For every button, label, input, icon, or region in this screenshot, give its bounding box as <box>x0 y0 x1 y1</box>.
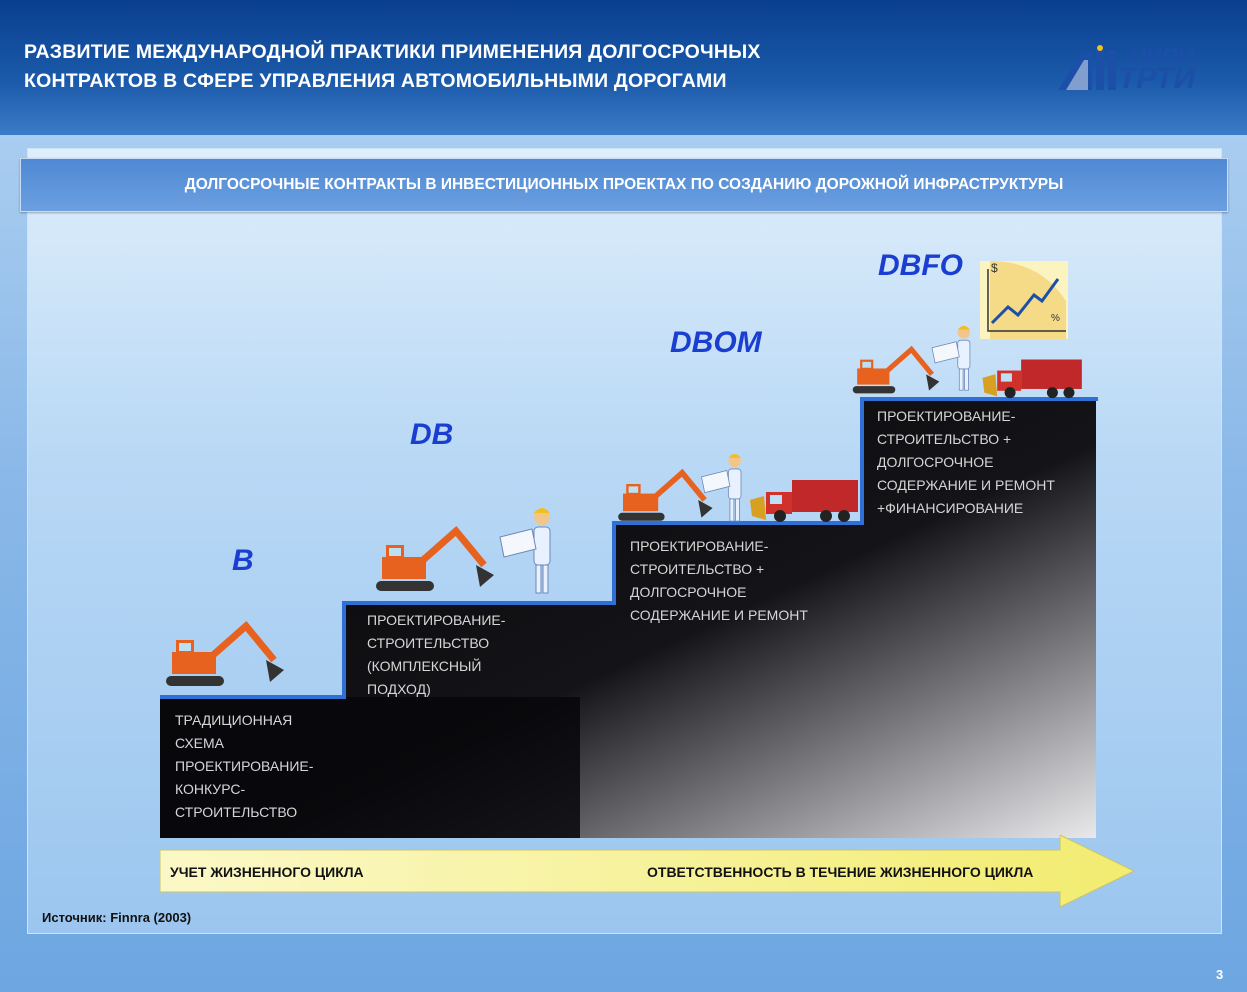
step1-line: СТРОИТЕЛЬСТВО <box>175 804 298 820</box>
page-title-line2: КОНТРАКТОВ В СФЕРЕ УПРАВЛЕНИЯ АВТОМОБИЛЬНЫМИ ДОРОГАМИ <box>24 70 727 92</box>
engineer-icon <box>696 450 756 525</box>
step1-text <box>175 709 313 824</box>
step1-line: КОНКУРС- <box>175 781 246 797</box>
engineer-icon <box>928 322 983 394</box>
page-number: 3 <box>1216 967 1224 982</box>
arrow-left-label: УЧЕТ ЖИЗНЕННОГО ЦИКЛА <box>170 864 364 880</box>
level-label-b: B <box>232 544 254 577</box>
engineer-icon <box>496 503 566 598</box>
step1-line: ПРОЕКТИРОВАНИЕ- <box>175 758 314 774</box>
source-note: Источник: Finnra (2003) <box>42 910 192 925</box>
step4-line: +ФИНАНСИРОВАНИЕ <box>877 500 1024 516</box>
step3-line: ПРОЕКТИРОВАНИЕ- <box>630 538 769 554</box>
step4-line: ДОЛГОСРОЧНОЕ <box>877 454 994 470</box>
step3-line: СОДЕРЖАНИЕ И РЕМОНТ <box>630 607 808 623</box>
step4-text <box>877 405 1055 520</box>
step3-line: СТРОИТЕЛЬСТВО + <box>630 561 765 577</box>
step3-text <box>630 535 808 627</box>
step2-line: ПОДХОД) <box>367 681 431 697</box>
finance-chart-icon <box>980 261 1068 339</box>
level-label-db: DB <box>410 418 454 451</box>
step1-line: СХЕМА <box>175 735 224 751</box>
step2-line: (КОМПЛЕКСНЫЙ <box>367 658 482 674</box>
excavator-icon <box>162 620 292 695</box>
step2-line: СТРОИТЕЛЬСТВО <box>367 635 490 651</box>
page-title-line1: РАЗВИТИЕ МЕЖДУНАРОДНОЙ ПРАКТИКИ ПРИМЕНЕНИЯ ДОЛГОСРОЧНЫХ <box>24 41 761 63</box>
logo-text-bottom: ТРТИ <box>1118 62 1196 95</box>
step1-line: ТРАДИЦИОННАЯ <box>175 712 293 728</box>
snowplow-truck-icon <box>978 354 1090 400</box>
step2-line: ПРОЕКТИРОВАНИЕ- <box>367 612 506 628</box>
level-label-dbfo: DBFO <box>878 249 963 282</box>
snowplow-truck-icon <box>750 474 862 524</box>
step4-line: ПРОЕКТИРОВАНИЕ- <box>877 408 1016 424</box>
step2-text <box>367 609 505 701</box>
step3-line: ДОЛГОСРОЧНОЕ <box>630 584 747 600</box>
arrow-right-label: ОТВЕТСТВЕННОСТЬ В ТЕЧЕНИЕ ЖИЗНЕННОГО ЦИКЛА <box>647 864 1034 880</box>
step4-line: СТРОИТЕЛЬСТВО + <box>877 431 1012 447</box>
percent-label: % <box>1051 313 1060 324</box>
lifecycle-arrow <box>160 835 1136 908</box>
level-label-dbom: DBOM <box>670 326 762 359</box>
step4-line: СОДЕРЖАНИЕ И РЕМОНТ <box>877 477 1055 493</box>
excavator-icon <box>372 525 502 600</box>
currency-label: $ <box>991 261 998 275</box>
subtitle-text: ДОЛГОСРОЧНЫЕ КОНТРАКТЫ В ИНВЕСТИЦИОННЫХ ПРОЕКТАХ ПО СОЗДАНИЮ ДОРОЖНОЙ ИНФРАСТРУКТУРЫ <box>184 176 1064 193</box>
logo-text-top: НИПИ <box>1130 44 1194 69</box>
